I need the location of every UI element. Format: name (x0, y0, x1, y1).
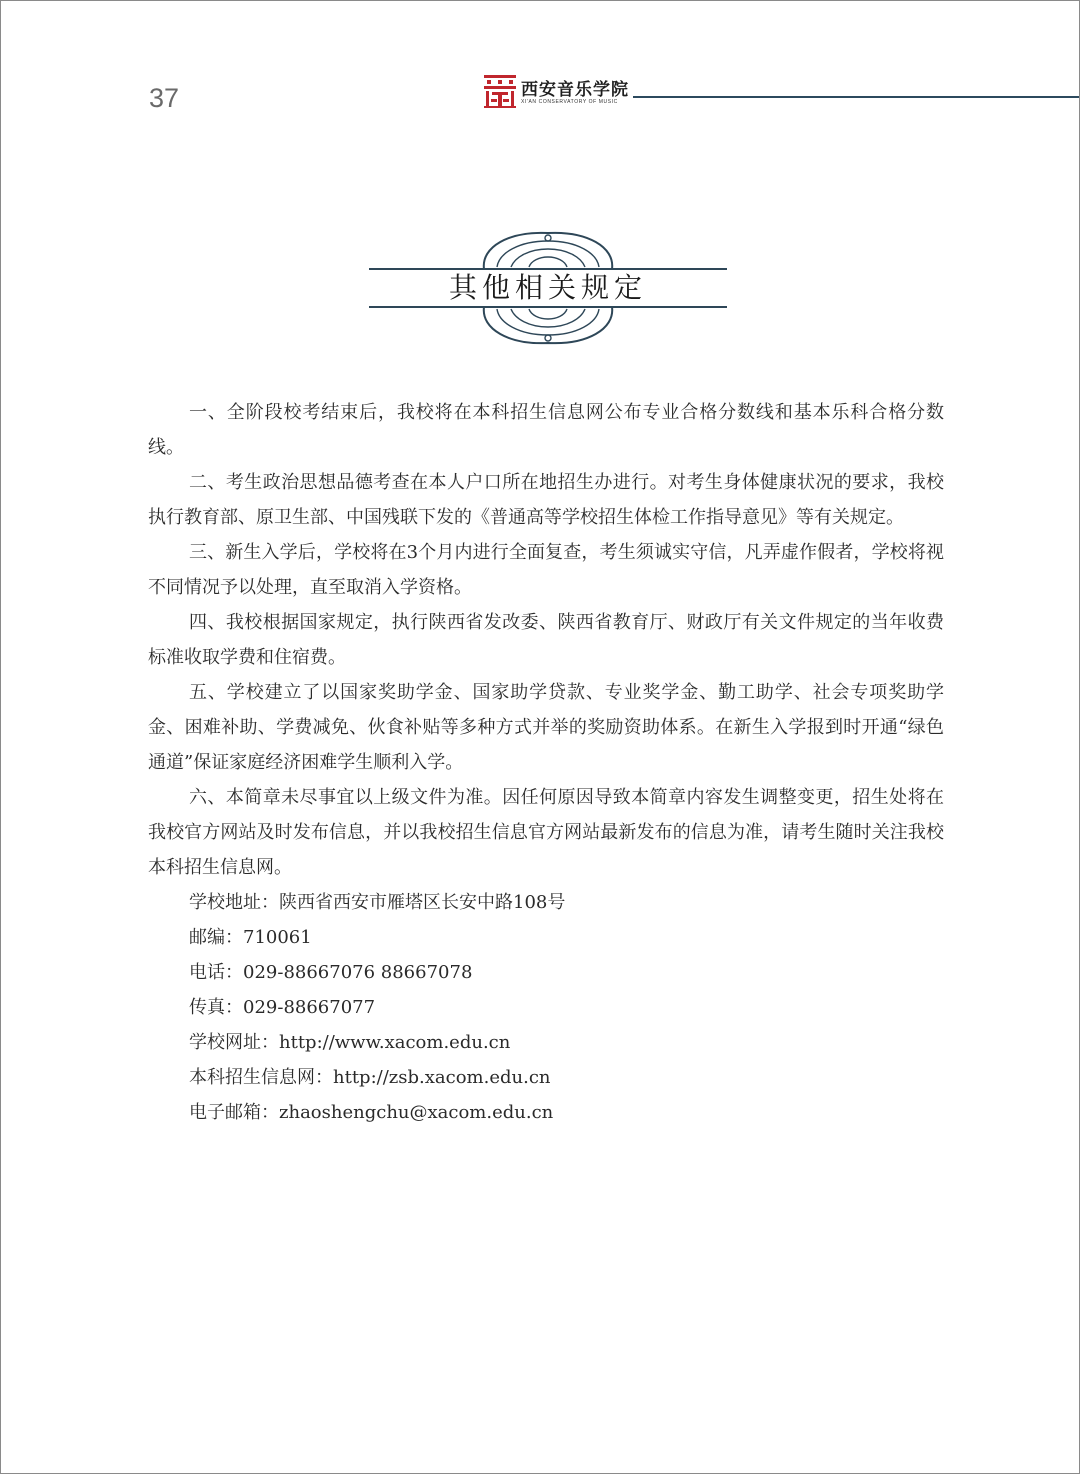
contact-postcode: 邮编：710061 (189, 927, 312, 948)
contact-email: 电子邮箱：zhaoshengchu@xacom.edu.cn (189, 1102, 554, 1123)
page-number: 37 (149, 83, 180, 113)
contact-website: 学校网址：http://www.xacom.edu.cn (189, 1032, 511, 1053)
section-heading (369, 229, 727, 347)
logo-school-name: 西安音乐学院 (521, 80, 629, 100)
contact-phone: 电话：029-88667076 88667078 (189, 962, 473, 983)
contact-admissions-site: 本科招生信息网：http://zsb.xacom.edu.cn (189, 1067, 551, 1088)
contact-address: 学校地址：陕西省西安市雁塔区长安中路108号 (189, 892, 566, 913)
paragraph-4: 四、我校根据国家规定，执行陕西省发改委、陕西省教育厅、财政厅有关文件规定的当年收费标准收取学费和住宿费。 (148, 612, 944, 668)
paragraph-1: 一、全阶段校考结束后，我校将在本科招生信息网公布专业合格分数线和基本乐科合格分数线。 (148, 402, 944, 458)
paragraph-2: 二、考生政治思想品德考查在本人户口所在地招生办进行。对考生身体健康状况的要求，我校执行教育部、原卫生部、中国残联下发的《普通高等学校招生体检工作指导意见》等有关规定。 (148, 472, 944, 528)
paragraph-3: 三、新生入学后，学校将在3个月内进行全面复查，考生须诚实守信，凡弄虚作假者，学校将视不同情况予以处理，直至取消入学资格。 (148, 542, 944, 598)
school-logo (483, 73, 633, 113)
contact-fax: 传真：029-88667077 (189, 997, 376, 1018)
paragraph-5: 五、学校建立了以国家奖助学金、国家助学贷款、专业奖学金、勤工助学、社会专项奖助学金、困难补助、学费减免、伙食补贴等多种方式并举的奖励资助体系。在新生入学报到时开通“绿色通道”保证家庭经济困难学生顺利入学。 (148, 682, 944, 773)
section-title: 其他相关规定 (448, 271, 647, 304)
header-rule (633, 96, 1080, 98)
paragraph-6: 六、本简章未尽事宜以上级文件为准。因任何原因导致本简章内容发生调整变更，招生处将在我校官方网站及时发布信息，并以我校招生信息官方网站最新发布的信息为准，请考生随时关注我校本科招生信息网。 (148, 787, 944, 878)
conservatory-emblem-icon (483, 73, 517, 109)
logo-english-name: XI'AN CONSERVATORY OF MUSIC (521, 99, 618, 105)
document-body (148, 395, 944, 1130)
